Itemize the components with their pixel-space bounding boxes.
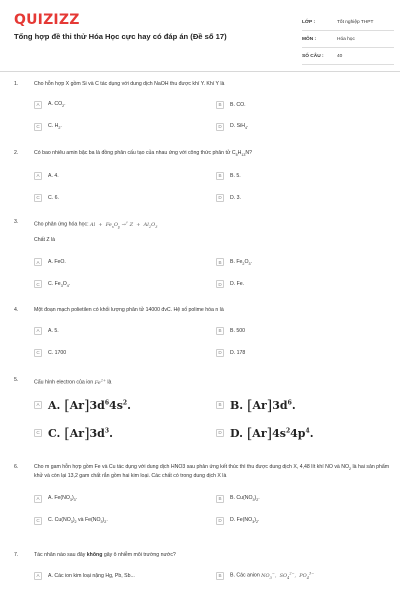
option-letter: B (216, 327, 224, 335)
option-b[interactable] (216, 395, 398, 415)
option-d[interactable] (216, 423, 398, 443)
option-a[interactable] (34, 256, 216, 269)
question-6 (14, 464, 392, 527)
option-letter: D (216, 429, 224, 437)
option-letter: B (216, 258, 224, 266)
option-text: B. $[Ar]3d^6$. (230, 397, 296, 414)
question-text: Cho m gam hỗn hợp gồm Fe và Cu tác dụng với dung dịch HNO3 sau phản ứng kết thúc thì thu được dung dịch X, 4,48 lít khí NO và $NO_2$ là hai sản phẩm khử và còn lại 13,2 gam chất rắn gồm hai kim loại. Các chất có trong dung dịch X là (34, 464, 390, 480)
option-letter: D (216, 280, 224, 288)
question-number: 4. (14, 307, 19, 313)
option-a[interactable] (34, 98, 216, 111)
option-letter: B (216, 401, 224, 409)
option-a[interactable] (34, 492, 216, 505)
option-d[interactable] (216, 278, 398, 291)
question-2 (14, 150, 392, 204)
meta-label: SỐ CÂU : (302, 53, 324, 59)
question-number: 6. (14, 464, 19, 470)
option-letter: D (216, 517, 224, 525)
question-number: 3. (14, 219, 19, 225)
option-text: C. 6. (48, 194, 59, 201)
option-text: A. $[Ar]3d^64s^2$. (48, 397, 131, 414)
option-letter: B (216, 572, 224, 580)
option-letter: B (216, 101, 224, 109)
option-text: C. $H_2$. (48, 122, 62, 131)
option-letter: B (216, 495, 224, 503)
option-text: B. $Cu(NO_3)_2$. (230, 495, 260, 503)
question-text: Có bao nhiêu amin bậc ba là đồng phân cấu tạo của nhau ứng với công thức phân tử $C_5H_{13}N$? (34, 150, 253, 158)
option-c[interactable] (34, 423, 216, 443)
option-text: B. Các anion $NO_3^-$, $SO_4^{2-}$, $PO_4^{3-}$ (230, 571, 315, 580)
option-letter: D (216, 194, 224, 202)
option-c[interactable] (34, 346, 216, 359)
option-a[interactable] (34, 324, 216, 337)
option-c[interactable] (34, 514, 216, 527)
option-text: B. $Fe_2O_3$. (230, 258, 252, 266)
option-a[interactable] (34, 169, 216, 182)
question-4 (14, 307, 392, 359)
meta-value: 40 (337, 53, 343, 59)
question-7 (14, 552, 392, 582)
header (0, 0, 400, 70)
option-d[interactable] (216, 346, 398, 359)
option-c[interactable] (34, 120, 216, 133)
option-c[interactable] (34, 278, 216, 291)
question-text: Cho hỗn hợp X gồm Si và C tác dụng với dung dịch NaOH thu được khí Y. Khí Y là (34, 81, 225, 87)
option-a[interactable] (34, 569, 216, 582)
option-letter: A (34, 327, 42, 335)
option-text: C. 1700 (48, 349, 67, 356)
quizizz-logo: QUIZIZZ (14, 12, 80, 28)
option-text: A. 5. (48, 327, 59, 334)
option-b[interactable] (216, 324, 398, 337)
document-title: Tổng hợp đề thi thử Hóa Học cực hay có đáp án (Đề số 17) (14, 32, 227, 41)
meta-row-count (302, 48, 394, 65)
option-letter: C (34, 194, 42, 202)
option-text: A. FeO. (48, 259, 66, 266)
question-text: Một đoạn mạch polietilen có khối lượng phân tử 14000 đvC. Hệ số polime hóa n là (34, 307, 224, 313)
question-text: Tác nhân nào sau đây không gây ô nhiễm môi trường nước? (34, 552, 176, 558)
option-a[interactable] (34, 395, 216, 415)
option-b[interactable] (216, 492, 398, 505)
ion-formula: $Fe^{2+}$ (94, 378, 106, 386)
reaction-formula: $Al + Fe_xO_y \to^{t^\circ}$ $Z + Al_2O_3$ (89, 221, 158, 229)
option-d[interactable] (216, 191, 398, 204)
option-text: D. $[Ar]4s^24p^4$. (230, 425, 314, 442)
option-letter: C (34, 429, 42, 437)
meta-value: Hóa học (337, 36, 355, 42)
option-text: D. $Fe(NO_3)_2$. (230, 517, 260, 525)
option-letter: A (34, 495, 42, 503)
meta-value: Tốt nghiệp THPT (337, 19, 374, 25)
option-letter: A (34, 572, 42, 580)
option-text: A. $Fe(NO_3)_3$. (48, 495, 78, 503)
option-text: B. CO. (230, 101, 246, 108)
meta-row-class (302, 14, 394, 31)
option-text: B. 5. (230, 172, 241, 179)
question-subtext: Chất Z là (34, 236, 56, 243)
option-letter: A (34, 101, 42, 109)
header-divider (0, 71, 400, 72)
option-d[interactable] (216, 514, 398, 527)
question-number: 1. (14, 81, 19, 87)
meta-table (302, 14, 394, 65)
option-letter: D (216, 349, 224, 357)
option-letter: C (34, 123, 42, 131)
question-text: Cấu hình electron của ion (34, 379, 94, 386)
option-text: D. 178 (230, 349, 246, 356)
option-text: D. Fe. (230, 281, 245, 288)
option-text: C. $Fe_3O_4$. (48, 280, 71, 288)
question-3 (14, 219, 392, 291)
option-letter: D (216, 123, 224, 131)
option-letter: C (34, 517, 42, 525)
option-d[interactable] (216, 120, 398, 133)
option-letter: B (216, 172, 224, 180)
option-b[interactable] (216, 98, 398, 111)
option-b[interactable] (216, 256, 398, 269)
option-letter: C (34, 280, 42, 288)
option-text: D. SiH$_4$. (230, 122, 249, 131)
meta-row-subject (302, 31, 394, 48)
question-5 (14, 377, 392, 443)
question-1 (14, 81, 392, 133)
option-text: A. $CO_2$. (48, 100, 66, 109)
question-number: 2. (14, 150, 19, 156)
option-text: B. 500 (230, 327, 245, 334)
option-letter: A (34, 172, 42, 180)
option-b[interactable] (216, 569, 398, 582)
question-number: 5. (14, 377, 19, 383)
meta-label: MÔN : (302, 36, 317, 42)
option-text: A. 4. (48, 172, 59, 179)
option-text: C. $Cu(NO_3)_2$ và $Fe(NO_3)_2$. (48, 517, 108, 525)
option-text: C. $[Ar]3d^3$. (48, 425, 113, 442)
option-letter: A (34, 258, 42, 266)
option-letter: A (34, 401, 42, 409)
question-tail: là (107, 379, 112, 386)
question-text: Cho phản ứng hóa học: (34, 221, 89, 228)
option-text: A. Các ion kim loại nặng Hg, Pb, Sb... (48, 572, 135, 579)
question-number: 7. (14, 552, 19, 558)
option-text: D. 3. (230, 194, 241, 201)
option-letter: C (34, 349, 42, 357)
option-c[interactable] (34, 191, 216, 204)
meta-label: LỚP : (302, 19, 316, 25)
option-b[interactable] (216, 169, 398, 182)
